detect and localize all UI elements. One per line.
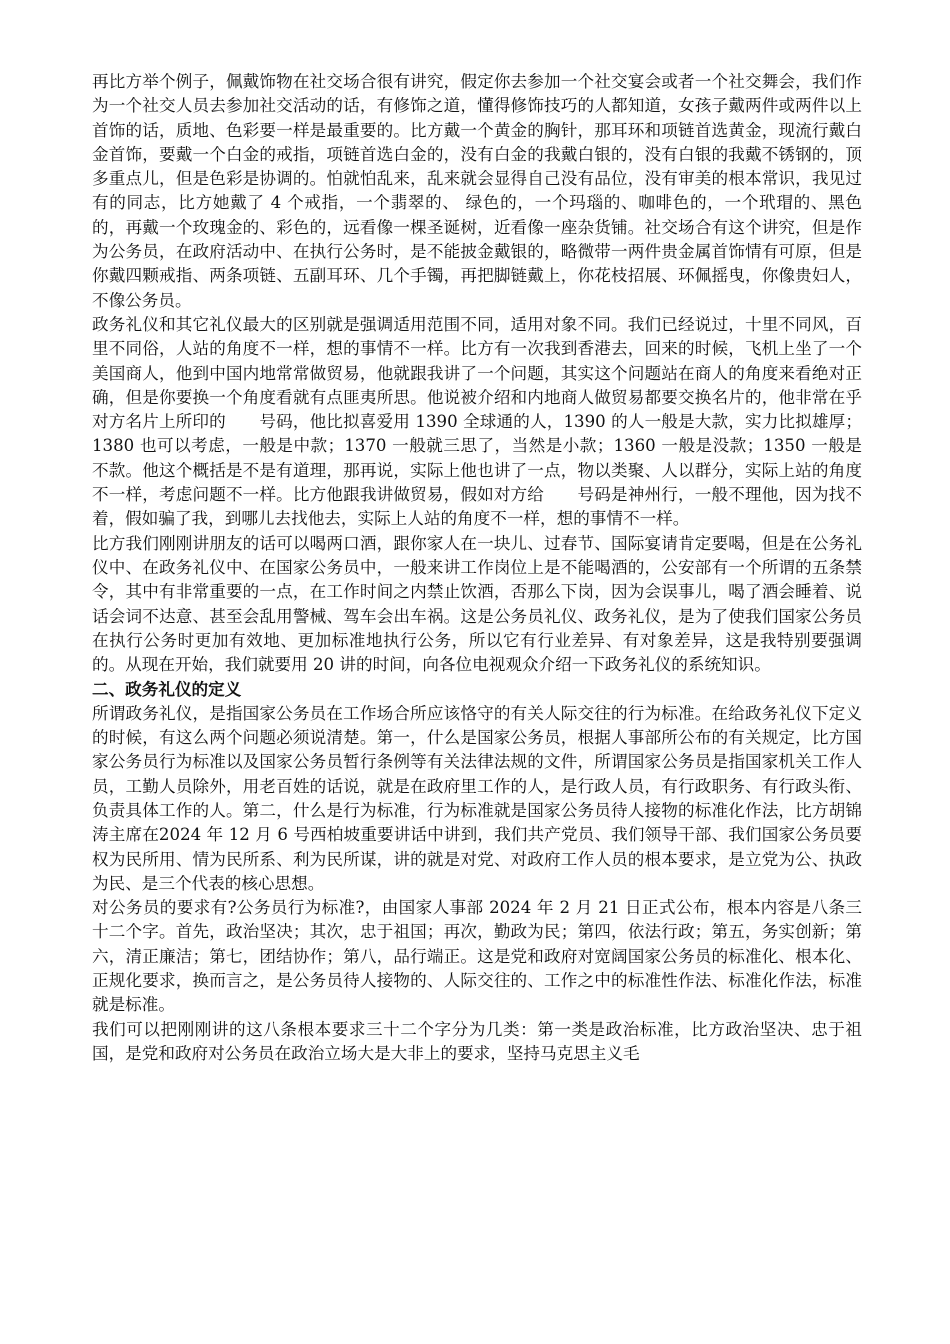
paragraph-drinking: 比方我们刚刚讲朋友的话可以喝两口酒，跟你家人在一块儿、过春节、国际宴请肯定要喝，但是在公务礼仪中、在政务礼仪中、在国家公务员中，一般来讲工作岗位上是不能喝酒的，公安部有一个所谓的五条禁令，其中有非常重要的一点，在工作时间之内禁止饮酒，否那么下岗，因为会误事儿，喝了酒会睡着、说话会词不达意、甚至会乱用警械、驾车会出车祸。这是公务员礼仪、政务礼仪，是为了使我们国家公务员在执行公务时更加有效地、更加标准地执行公务，所以它有行业差异、有对象差异，这是我特别要强调的。从现在开始，我们就要用 20 讲的时间，向各位电视观众介绍一下政务礼仪的系统知识。	[92, 533, 862, 675]
paragraph-categories: 我们可以把刚刚讲的这八条根本要求三十二个字分为几类：第一类是政治标准，比方政治坚决、忠于祖国，是党和政府对公务员在政治立场大是大非上的要求，坚持马克思主义毛	[92, 1019, 862, 1063]
paragraph-scope: 政务礼仪和其它礼仪最大的区别就是强调适用范围不同，适用对象不同。我们已经说过，十里不同风，百里不同俗，人站的角度不一样，想的事情不一样。比方有一次我到香港去，回来的时候，飞机上坐了一个美国商人，他到中国内地常常做贸易，他就跟我讲了一个问题，其实这个问题站在商人的角度来看绝对正确，但是你要换一个角度看就有点匪夷所思。他说被介绍和内地商人做贸易都要交换名片的，他非常在乎对方名片上所印的 号码，他比拟喜爱用 1390 全球通的人，1390 的人一般是大款，实力比拟雄厚；1380 也可以考虑，一般是中款；1370 一般就三思了，当然是小款；1360 一般是没款；1350 一般是不款。他这个概括是不是有道理，那再说，实际上他也讲了一点，物以类聚、人以群分，实际上站的角度不一样，考虑问题不一样。比方他跟我讲做贸易，假如对方给 号码是神州行，一般不理他，因为找不着，假如骗了我，到哪儿去找他去，实际上人站的角度不一样，想的事情不一样。	[92, 314, 862, 529]
paragraph-jewelry: 再比方举个例子，佩戴饰物在社交场合很有讲究，假定你去参加一个社交宴会或者一个社交舞会，我们作为一个社交人员去参加社交活动的话，有修饰之道，懂得修饰技巧的人都知道，女孩子戴两件或两件以上首饰的话，质地、色彩要一样是最重要的。比方戴一个黄金的胸针，那耳环和项链首选黄金，现流行戴白金首饰，要戴一个白金的戒指，项链首选白金的，没有白金的我戴白银的，没有白银的我戴不锈钢的，顶多重点儿，但是色彩是协调的。怕就怕乱来，乱来就会显得自己没有品位，没有审美的根本常识，我见过有的同志，比方她戴了 4 个戒指，一个翡翠的、 绿色的，一个玛瑙的、咖啡色的，一个玳瑁的、黑色的，再戴一个玫瑰金的、彩色的，远看像一棵圣诞树，近看像一座杂货铺。社交场合有这个讲究，但是作为公务员，在政府活动中、在执行公务时，是不能披金戴银的，略微带一两件贵金属首饰情有可原，但是你戴四颗戒指、两条项链、五副耳环、几个手镯，再把脚链戴上，你花枝招展、环佩摇曳，你像贵妇人，不像公务员。	[92, 72, 862, 310]
paragraph-requirements: 对公务员的要求有?公务员行为标准?，由国家人事部 2024 年 2 月 21 日正式公布，根本内容是八条三十二个字。首先，政治坚决；其次，忠于祖国；再次，勤政为民；第四，依法行政；第五，务实创新；第六，清正廉洁；第七，团结协作；第八，品行端正。这是党和政府对宽阔国家公务员的标准化、根本化、正规化要求，换而言之，是公务员待人接物的、人际交往的、工作之中的标准性作法、标准化作法，标准就是标准。	[92, 898, 862, 1015]
paragraph-definition: 所谓政务礼仪，是指国家公务员在工作场合所应该恪守的有关人际交往的行为标准。在给政务礼仪下定义的时候，有这么两个问题必须说清楚。第一，什么是国家公务员，根据人事部所公布的有关规定，比方国家公务员行为标准以及国家公务员暂行条例等有关法律法规的文件，所谓国家公务员是指国家机关工作人员，工勤人员除外，用老百姓的话说，就是在政府里工作的人，是行政人员，有行政职务、有行政头衔、负责具体工作的人。第二，什么是行为标准，行为标准就是国家公务员待人接物的标准化作法，比方胡锦涛主席在2024 年 12 月 6 号西柏坡重要讲话中讲到，我们共产党员、我们领导干部、我们国家公务员要权为民所用、情为民所系、利为民所谋，讲的就是对党、对政府工作人员的根本要求，是立党为公、执政为民、是三个代表的核心思想。	[92, 703, 862, 893]
section-heading: 二、政务礼仪的定义	[92, 679, 242, 700]
